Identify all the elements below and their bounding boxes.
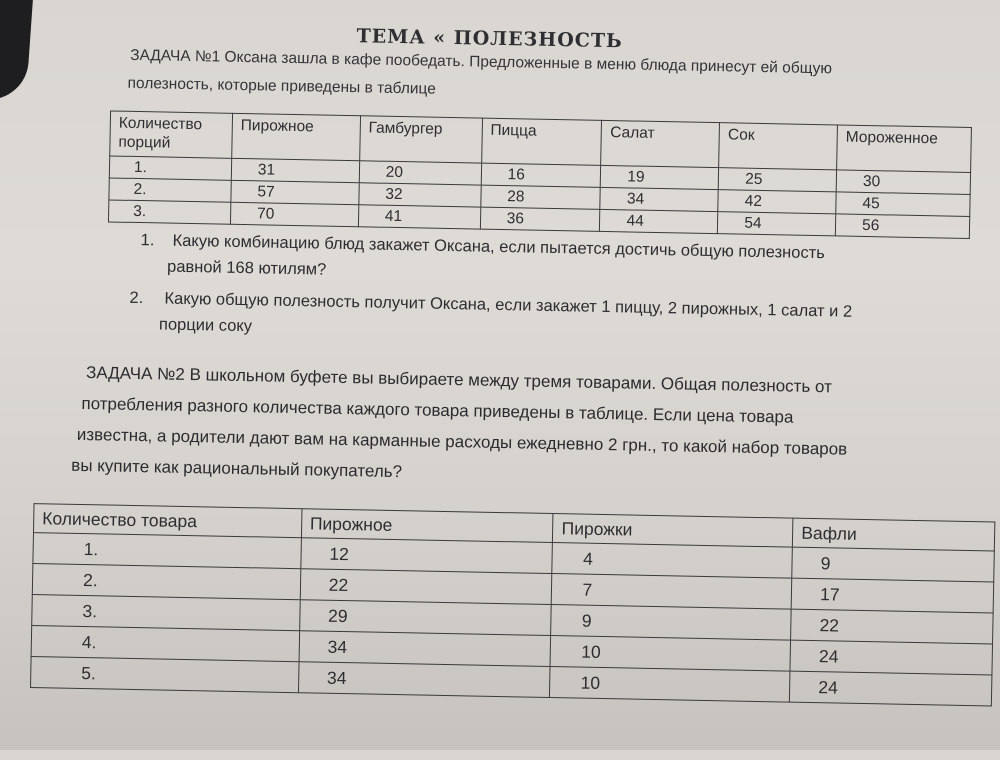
table-cell: 54 xyxy=(718,212,836,236)
table-header-cell: Пирожки xyxy=(553,514,793,548)
table-cell: 36 xyxy=(480,207,600,231)
table-header-cell: Количество товара xyxy=(33,504,301,538)
table-cell: 44 xyxy=(600,209,718,233)
table-cell: 10 xyxy=(550,667,790,703)
table-cell: 22 xyxy=(300,569,552,605)
table-cell: 12 xyxy=(301,538,553,574)
table-cell: 41 xyxy=(358,205,480,229)
table-header-cell: Пирожное xyxy=(301,509,553,543)
question2-number: 2. xyxy=(129,288,144,308)
task2-table xyxy=(30,503,995,706)
table-cell: 16 xyxy=(481,163,601,187)
table-header-cell: Мороженное xyxy=(837,125,972,173)
table-header-cell: Сок xyxy=(719,123,838,170)
table-cell: 29 xyxy=(299,600,551,636)
table-header-cell: Вафли xyxy=(793,518,995,551)
table-cell: 5. xyxy=(31,657,299,693)
question2-line2: порции соку xyxy=(158,315,253,336)
table-cell: 10 xyxy=(550,636,790,672)
table-header-cell: Количество порций xyxy=(110,111,233,158)
table-cell: 2. xyxy=(109,178,231,202)
table-cell: 3. xyxy=(32,595,300,631)
task2-text-line1: ЗАДАЧА №2 В школьном буфете вы выбираете между тремя товарами. Общая полезность от xyxy=(85,363,833,397)
table-cell: 56 xyxy=(835,214,969,239)
table-cell: 28 xyxy=(480,185,600,209)
table-cell: 30 xyxy=(836,170,970,195)
task2-text-line2: потребления разного количества каждого товара приведены в таблице. Если цена товара xyxy=(81,393,794,427)
table-cell: 45 xyxy=(836,192,970,217)
table-cell: 1. xyxy=(109,156,231,180)
table-cell: 34 xyxy=(298,662,550,698)
task2-text-line3: известна, а родители дают вам на карманные расходы ежедневно 2 грн., то какой набор товаров xyxy=(76,424,848,459)
task1-heading-line2: полезность, которые приведены в таблице xyxy=(127,74,437,98)
table-cell: 4 xyxy=(552,543,792,579)
question1-line2: равной 168 ютилям? xyxy=(166,257,327,279)
table-cell: 2. xyxy=(32,564,300,600)
question1-line1: Какую комбинацию блюд закажет Оксана, если пытается достичь общую полезность xyxy=(172,231,826,263)
table-cell: 9 xyxy=(551,605,791,641)
table-cell: 34 xyxy=(299,631,551,667)
table-header-cell: Гамбургер xyxy=(359,116,482,163)
table-header-cell: Пицца xyxy=(481,118,602,165)
table-cell: 42 xyxy=(718,190,836,214)
table-cell: 9 xyxy=(792,547,994,582)
table-cell: 24 xyxy=(790,640,992,675)
task1-table xyxy=(108,110,972,239)
table-cell: 70 xyxy=(230,202,358,226)
table-cell: 31 xyxy=(231,158,359,182)
table-cell: 32 xyxy=(359,183,481,207)
table-cell: 20 xyxy=(359,161,481,185)
table-cell: 17 xyxy=(791,578,993,613)
table-cell: 22 xyxy=(791,609,993,644)
table-cell: 19 xyxy=(601,165,719,189)
table-header-cell: Салат xyxy=(601,120,720,167)
question1-number: 1. xyxy=(140,231,155,250)
page-title: ТЕМА « ПОЛЕЗНОСТЬ xyxy=(356,25,623,53)
table-cell: 24 xyxy=(790,671,992,706)
task2-text-line4: вы купите как рациональный покупатель? xyxy=(71,455,403,482)
question2-line1: Какую общую полезность получит Оксана, если закажет 1 пиццу, 2 пирожных, 1 салат и 2 xyxy=(164,289,853,321)
table-cell: 3. xyxy=(108,200,230,224)
table-cell: 34 xyxy=(600,187,718,211)
table-cell: 1. xyxy=(33,533,301,569)
table-cell: 4. xyxy=(31,626,299,662)
table-header-cell: Пирожное xyxy=(232,113,361,160)
table-cell: 7 xyxy=(552,574,792,610)
table-cell: 57 xyxy=(231,180,359,204)
task1-heading-line1: ЗАДАЧА №1 Оксана зашла в кафе пообедать. Предложенные в меню блюда принесут ей общую xyxy=(130,46,833,78)
table-cell: 25 xyxy=(718,168,836,192)
